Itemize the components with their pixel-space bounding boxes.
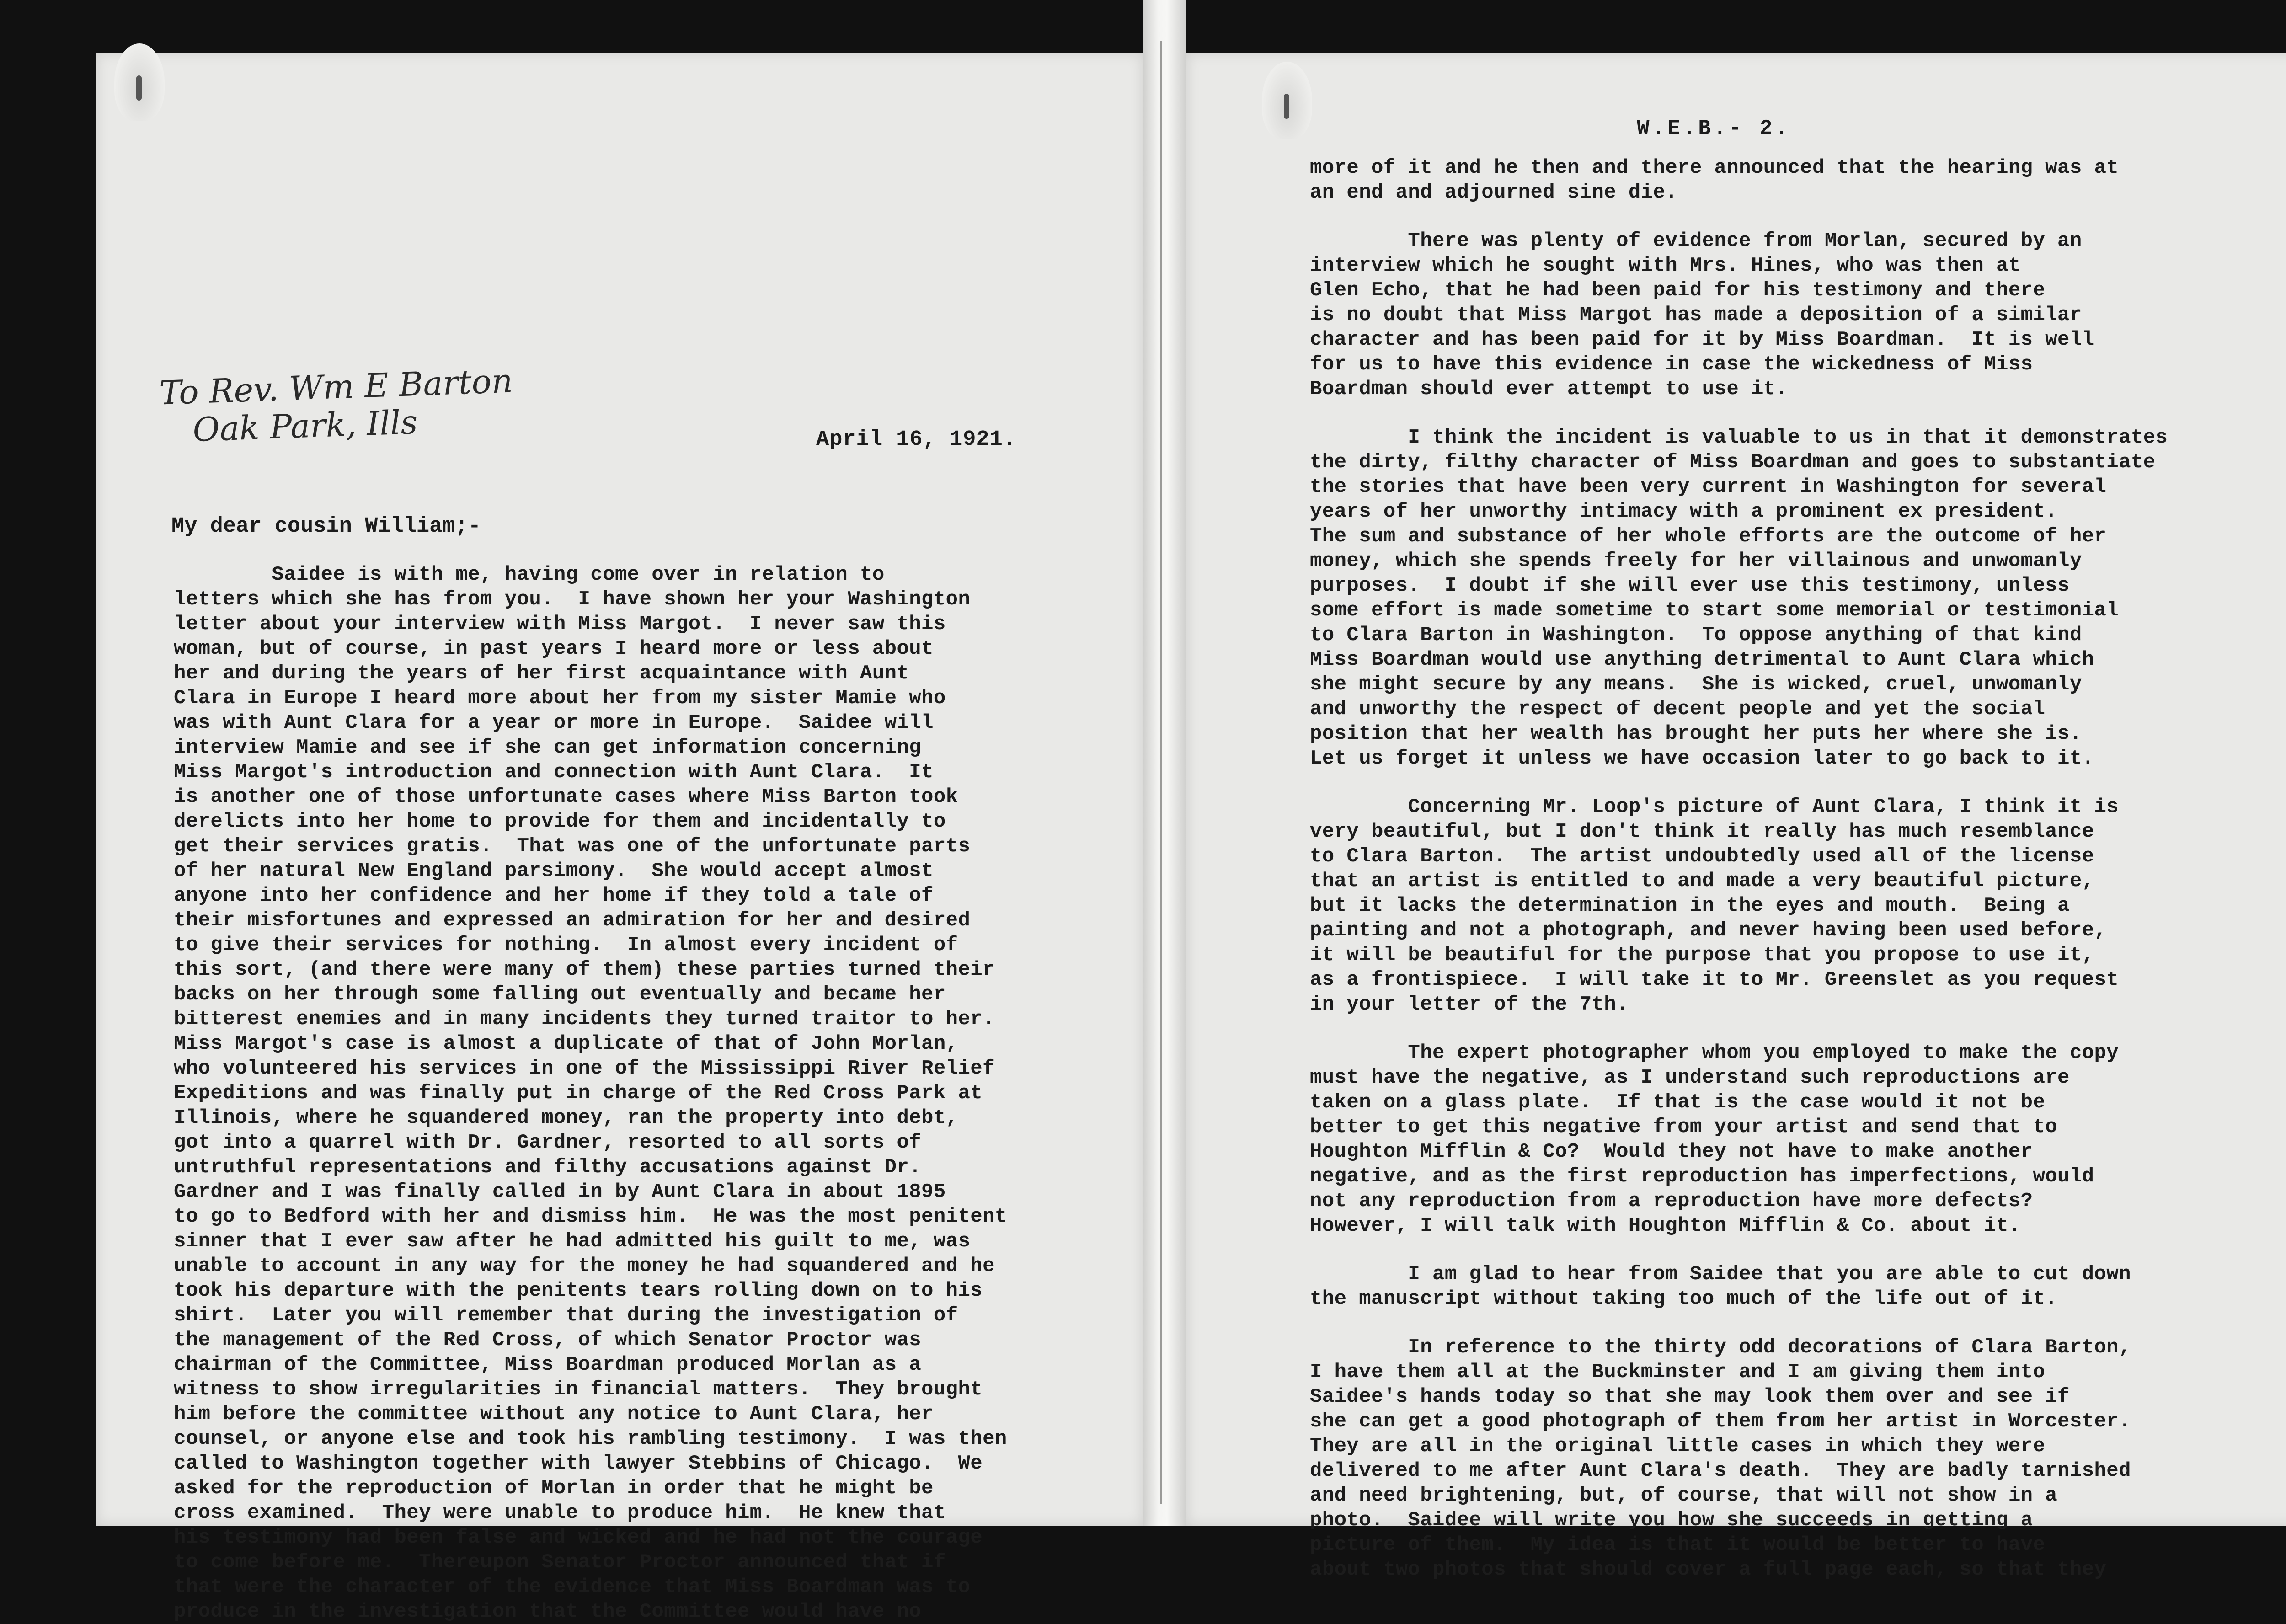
text-line: There was plenty of evidence from Morlan, secured by an — [1310, 230, 2082, 252]
text-line: Glen Echo, that he had been paid for his testimony and there — [1310, 279, 2046, 302]
text-line: must have the negative, as I understand such reproductions are — [1310, 1066, 2070, 1089]
binding-tab-icon — [114, 43, 165, 121]
text-line: their misfortunes and expressed an admiration for her and desired — [174, 909, 971, 932]
text-line: the stories that have been very current in Washington for several — [1310, 475, 2107, 498]
text-line: Saidee's hands today so that she may look them over and see if — [1310, 1385, 2070, 1408]
text-line: the management of the Red Cross, of which Senator Proctor was — [174, 1329, 922, 1352]
text-line: shirt. Later you will remember that during the investigation of — [174, 1304, 958, 1327]
text-line: sinner that I ever saw after he had admitted his guilt to me, was — [174, 1230, 971, 1253]
text-line: They are all in the original little cases in which they were — [1310, 1435, 2046, 1458]
text-line: money, which she spends freely for her villainous and unwomanly — [1310, 550, 2082, 572]
handwritten-address-line: Oak Park, Ills — [192, 402, 418, 449]
text-line: it will be beautiful for the purpose that you propose to use it, — [1310, 944, 2094, 967]
text-line: to come before me. Thereupon Senator Proctor announced that if — [174, 1551, 946, 1574]
text-line: took his departure with the penitents tears rolling down on to his — [174, 1279, 983, 1302]
text-line: some effort is made sometime to start some memorial or testimonial — [1310, 599, 2119, 622]
binding-tab-icon — [1262, 62, 1312, 139]
text-line: interview which he sought with Mrs. Hines, who was then at — [1310, 254, 2021, 277]
text-line: get their services gratis. That was one of the unfortunate parts — [174, 835, 971, 858]
text-line: him before the committee without any notice to Aunt Clara, her — [174, 1403, 934, 1426]
text-line: taken on a glass plate. If that is the case would it not be — [1310, 1091, 2046, 1114]
text-line: Saidee is with me, having come over in relation to — [174, 563, 885, 586]
text-line: cross examined. They were unable to produce him. He knew that — [174, 1501, 946, 1524]
handwritten-address-line: To Rev. Wm E Barton — [159, 361, 513, 412]
text-line: The expert photographer whom you employed to make the copy — [1310, 1042, 2119, 1064]
paragraph — [1310, 1335, 2168, 1582]
paragraph — [1310, 229, 2168, 401]
text-line: letter about your interview with Miss Margot. I never saw this — [174, 613, 946, 636]
text-line: counsel, or anyone else and took his rambling testimony. I was then — [174, 1427, 1007, 1450]
text-line: and need brightening, but, of course, that will not show in a — [1310, 1484, 2058, 1507]
text-line: photo. Saidee will write you how she succeeds in getting a — [1310, 1509, 2033, 1532]
text-line: but it lacks the determination in the eyes and mouth. Being a — [1310, 894, 2070, 917]
letter-date: April 16, 1921. — [816, 427, 1017, 452]
text-line: called to Washington together with lawyer Stebbins of Chicago. We — [174, 1452, 983, 1475]
handwritten-address — [159, 362, 514, 450]
text-line: interview Mamie and see if she can get information concerning — [174, 736, 922, 759]
text-line: untruthful representations and filthy accusations against Dr. — [174, 1156, 922, 1179]
text-line: to Clara Barton in Washington. To oppose anything of that kind — [1310, 624, 2082, 646]
text-line: is no doubt that Miss Margot has made a deposition of a similar — [1310, 304, 2082, 326]
text-line: in your letter of the 7th. — [1310, 993, 1629, 1016]
text-line: years of her unworthy intimacy with a prominent ex president. — [1310, 500, 2058, 523]
text-line: the dirty, filthy character of Miss Boardman and goes to substantiate — [1310, 451, 2156, 474]
text-line: she might secure by any means. She is wicked, cruel, unwomanly — [1310, 673, 2082, 696]
text-line: she can get a good photograph of them from her artist in Worcester. — [1310, 1410, 2131, 1433]
paragraph — [1310, 155, 2168, 205]
text-line: to Clara Barton. The artist undoubtedly used all of the license — [1310, 845, 2094, 868]
text-line: Boardman should ever attempt to use it. — [1310, 378, 1788, 401]
page-header: W.E.B.- 2. — [1637, 117, 1791, 140]
text-line: Let us forget it unless we have occasion later to go back to it. — [1310, 747, 2094, 770]
text-line: and unworthy the respect of decent people and yet the social — [1310, 698, 2046, 721]
text-line: I have them all at the Buckminster and I am giving them into — [1310, 1361, 2046, 1384]
text-line: of her natural New England parsimony. She would accept almost — [174, 860, 934, 882]
text-line: letters which she has from you. I have shown her your Washington — [174, 588, 971, 611]
text-line: The sum and substance of her whole efforts are the outcome of her — [1310, 525, 2107, 548]
text-line: character and has been paid for it by Miss Boardman. It is well — [1310, 328, 2094, 351]
text-line: Expeditions and was finally put in charge of the Red Cross Park at — [174, 1082, 983, 1105]
text-line: bitterest enemies and in many incidents they turned traitor to her. — [174, 1008, 995, 1031]
text-line: for us to have this evidence in case the wickedness of Miss — [1310, 353, 2033, 376]
letter-body-continued — [1310, 155, 2168, 1606]
text-line: Gardner and I was finally called in by Aunt Clara in about 1895 — [174, 1181, 946, 1203]
text-line: her and during the years of her first acquaintance with Aunt — [174, 662, 909, 685]
text-line: not any reproduction from a reproduction have more defects? — [1310, 1190, 2033, 1213]
text-line: his testimony had been false and wicked and he had not the courage — [174, 1526, 983, 1549]
text-line: I think the incident is valuable to us in that it demonstrates — [1310, 426, 2168, 449]
text-line: picture of them. My idea is that it would be better to have — [1310, 1533, 2046, 1556]
text-line: Miss Margot's introduction and connection with Aunt Clara. It — [174, 761, 934, 784]
text-line: I am glad to hear from Saidee that you are able to cut down — [1310, 1263, 2131, 1286]
letter-body — [174, 562, 1007, 1624]
text-line: an end and adjourned sine die. — [1310, 181, 1678, 204]
paragraph — [1310, 425, 2168, 771]
text-line: unable to account in any way for the money he had squandered and he — [174, 1255, 995, 1277]
letter-page-2 — [1186, 53, 2286, 1581]
text-line: Illinois, where he squandered money, ran the property into debt, — [174, 1106, 958, 1129]
salutation: My dear cousin William;- — [171, 514, 481, 539]
text-line: anyone into her confidence and her home if they told a tale of — [174, 884, 934, 907]
text-line: delivered to me after Aunt Clara's death. They are badly tarnished — [1310, 1459, 2131, 1482]
paragraph — [1310, 795, 2168, 1017]
text-line: who volunteered his services in one of the Mississippi River Relief — [174, 1057, 995, 1080]
text-line: about two photos that should cover a full page each, so that they — [1310, 1558, 2107, 1581]
text-line: produce in the investigation that the Committee would have no — [174, 1600, 922, 1623]
text-line: to go to Bedford with her and dismiss him. He was the most penitent — [174, 1205, 1007, 1228]
text-line: as a frontispiece. I will take it to Mr. Greenslet as you request — [1310, 968, 2119, 991]
text-line: Concerning Mr. Loop's picture of Aunt Clara, I think it is — [1310, 796, 2119, 818]
text-line: Clara in Europe I heard more about her from my sister Mamie who — [174, 687, 946, 710]
text-line: better to get this negative from your artist and send that to — [1310, 1116, 2058, 1138]
text-line: Miss Margot's case is almost a duplicate of that of John Morlan, — [174, 1032, 958, 1055]
text-line: backs on her through some falling out eventually and became her — [174, 983, 946, 1006]
text-line: that were the character of the evidence that Miss Boardman was to — [174, 1576, 971, 1598]
book-gutter — [1143, 0, 1186, 1526]
text-line: witness to show irregularities in financial matters. They brought — [174, 1378, 983, 1401]
text-line: position that her wealth has brought her puts her where she is. — [1310, 722, 2082, 745]
text-line: negative, and as the first reproduction has imperfections, would — [1310, 1165, 2094, 1188]
paragraph — [1310, 1041, 2168, 1238]
text-line: to give their services for nothing. In almost every incident of — [174, 934, 958, 956]
letter-page-1 — [96, 53, 1143, 1623]
text-line: more of it and he then and there announced that the hearing was at — [1310, 156, 2119, 179]
text-line: Houghton Mifflin & Co? Would they not have to make another — [1310, 1140, 2033, 1163]
text-line: painting and not a photograph, and never having been used before, — [1310, 919, 2107, 942]
text-line: very beautiful, but I don't think it really has much resemblance — [1310, 820, 2094, 843]
text-line: woman, but of course, in past years I heard more or less about — [174, 637, 934, 660]
text-line: this sort, (and there were many of them) these parties turned their — [174, 958, 995, 981]
text-line: the manuscript without taking too much of the life out of it. — [1310, 1287, 2058, 1310]
text-line: asked for the reproduction of Morlan in order that he might be — [174, 1477, 934, 1500]
text-line: was with Aunt Clara for a year or more in Europe. Saidee will — [174, 711, 934, 734]
text-line: However, I will talk with Houghton Mifflin & Co. about it. — [1310, 1214, 2021, 1237]
paragraph — [1310, 1262, 2168, 1311]
text-line: is another one of those unfortunate cases where Miss Barton took — [174, 785, 958, 808]
text-line: purposes. I doubt if she will ever use this testimony, unless — [1310, 574, 2070, 597]
text-line: that an artist is entitled to and made a very beautiful picture, — [1310, 870, 2094, 892]
text-line: Miss Boardman would use anything detrimental to Aunt Clara which — [1310, 648, 2094, 671]
text-line: got into a quarrel with Dr. Gardner, resorted to all sorts of — [174, 1131, 922, 1154]
text-line: In reference to the thirty odd decorations of Clara Barton, — [1310, 1336, 2131, 1359]
text-line: chairman of the Committee, Miss Boardman produced Morlan as a — [174, 1353, 922, 1376]
gutter-fold-line — [1160, 41, 1162, 1504]
text-line: derelicts into her home to provide for them and incidentally to — [174, 810, 946, 833]
